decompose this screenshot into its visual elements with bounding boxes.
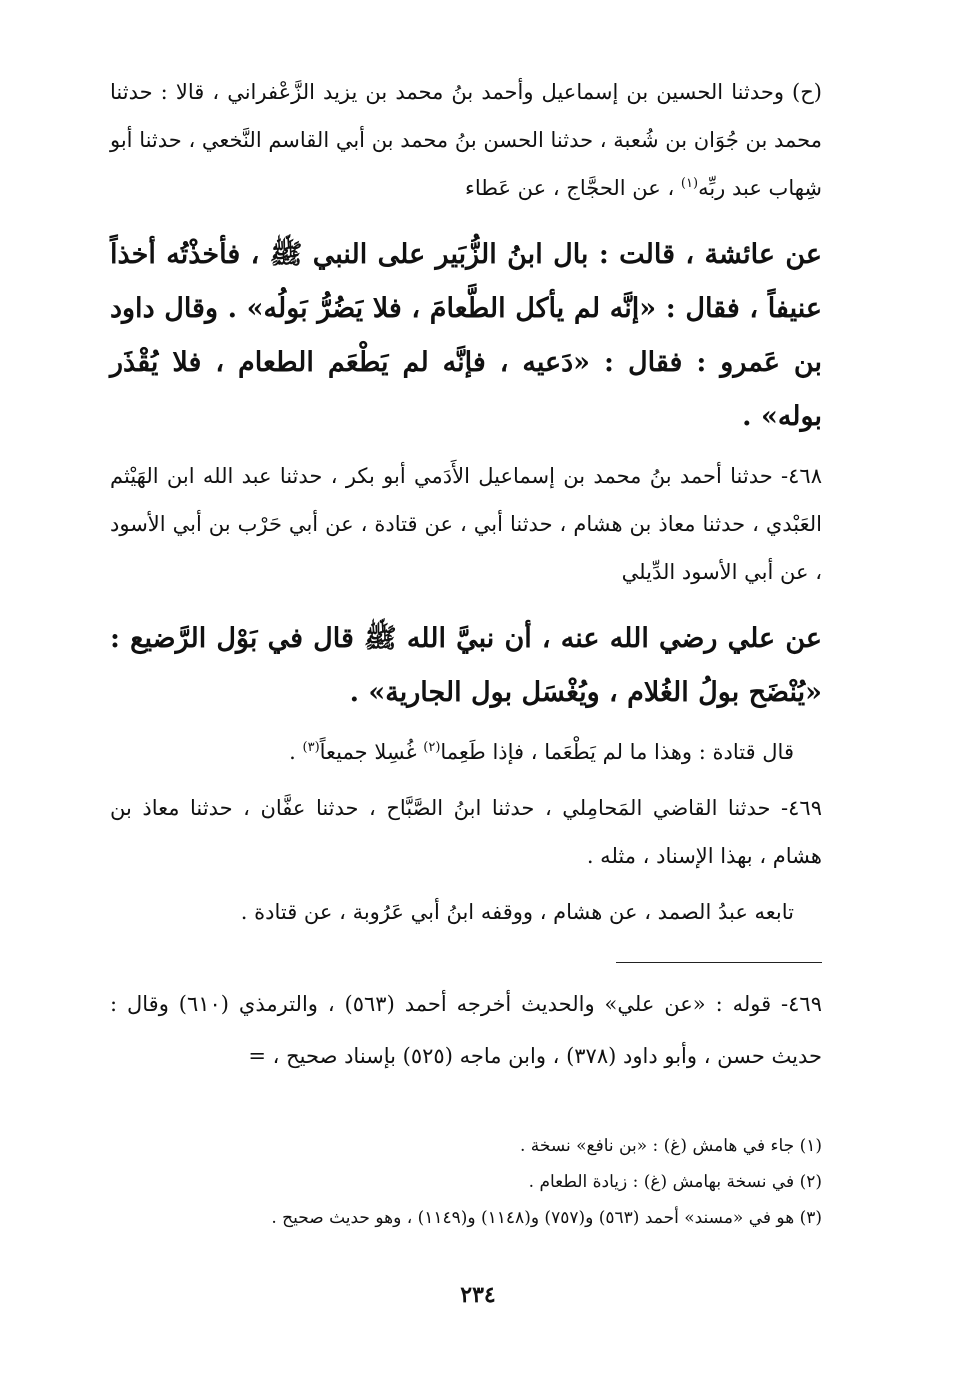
qatada-note [110,728,822,776]
footnote-ref-2: (٢) [423,740,441,755]
footnote-ref-1: (١) [680,176,699,191]
isnad-1-tail: ، عن الحجَّاج ، عن عَطاء [464,176,681,200]
isnad-paragraph-468: ٤٦٨- حدثنا أحمد بنُ محمد بن إسماعيل الأَدَمي أبو بكر ، حدثنا عبد الله ابن الهَيْثم العَبْدي ، حدثنا معاذ بن هشام ، حدثنا أبي ، عن قتادة ، عن أبي حَرْب بن أبي الأسود ، عن أبي الأسود الدِّيلي [110,464,822,584]
main-text [110,68,822,936]
footnote-2: (٢) في نسخة بهامش (غ) : زيادة الطعام . [528,1172,822,1192]
hadith-text-1: عن عائشة ، قالت : بال ابنُ الزُّبَير على النبي ﷺ ، فأخذْتُه أخذاً عنيفاً ، فقال : «إنَّه لم يأكل الطَّعامَ ، فلا يَضُرُّ بَولُه» . وقال داود بن عَمرو : فقال : «دَعيه ، فإنَّه لم يَطْعَم الطعام ، فلا يُقْذَر بوله» . [110,239,822,432]
mutaba-note: تابعه عبدُ الصمد ، عن هشام ، ووقفه ابنُ أبي عَرُوبة ، عن قتادة . [240,900,794,924]
hadith-text-468: عن علي رضي الله عنه ، أن نبيَّ الله ﷺ قال في بَوْل الرَّضيع : «يُنْضَح بولُ الغُلام ، ويُغْسَل بول الجارية» . [110,623,822,708]
isnad-paragraph-1 [110,68,822,212]
footnote-ref-3: (٣) [302,740,320,755]
qatada-note-b: غُسِلا جميعاً [319,740,424,764]
qatada-note-a: قال قتادة : وهذا ما لم يَطْعَما ، فإذا طَعِما [440,740,794,764]
footnotes [110,1128,822,1236]
isnad-1-text: (ح) وحدثنا الحسين بن إسماعيل وأحمد بنُ محمد بن يزيد الزَّعْفراني ، قالا : حدثنا محمد بن جُوَان بن شُعبة ، حدثنا الحسن بنُ محمد بن أبي القاسم النَّخعي ، حدثنا أبو شِهاب عبد ربِّه [109,80,822,200]
commentary-divider [616,962,822,963]
page-number: ٢٣٤ [460,1282,496,1308]
qatada-note-c: . [289,740,303,764]
commentary [110,978,822,1082]
commentary-469: ٤٦٩- قوله : «عن علي» والحديث أخرجه أحمد (٥٦٣) ، والترمذي (٦١٠) وقال : حديث حسن ، وأبو داود (٣٧٨) ، وابن ماجه (٥٢٥) بإسناد صحيح ، = [110,992,822,1068]
footnote-3: (٣) هو في «مسند» أحمد (٥٦٣) و(٧٥٧) و(١١٤٨) و(١١٤٩) ، وهو حديث صحيح . [271,1208,822,1228]
footnote-1: (١) جاء في هامش (غ) : «بن نافع» نسخة . [519,1136,822,1156]
isnad-paragraph-469: ٤٦٩- حدثنا القاضي المَحامِلي ، حدثنا ابنُ الصَّبَّاح ، حدثنا عفَّان ، حدثنا معاذ بن هشام ، بهذا الإسناد ، مثله . [110,796,822,868]
